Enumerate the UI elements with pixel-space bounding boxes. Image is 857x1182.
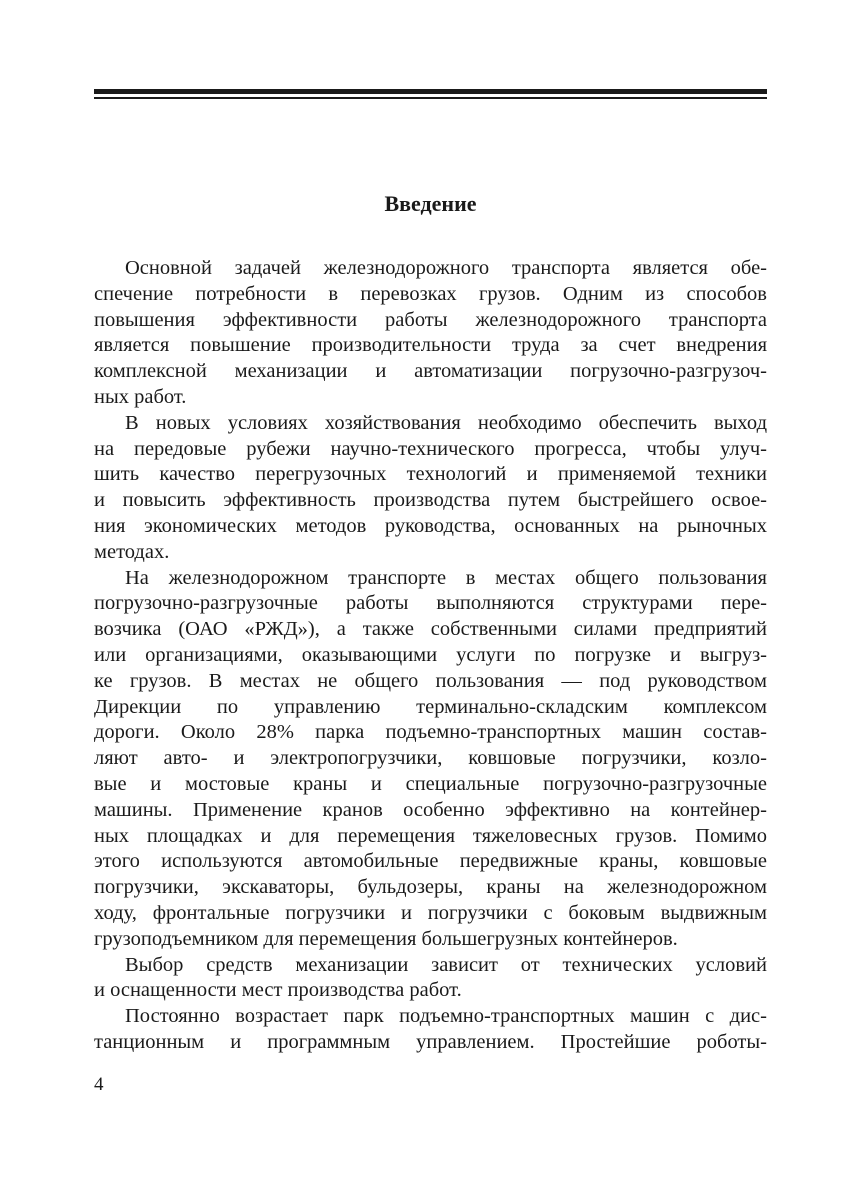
text-line: ных площадках и для перемещения тяжеловесных грузов. Помимо [94, 824, 767, 847]
text-line: спечение потребности в перевозках грузов. Одним из способов [94, 282, 767, 305]
text-line: на передовые рубежи научно-технического прогресса, чтобы улуч- [94, 437, 767, 460]
text-line: и повысить эффективность производства путем быстрейшего освое- [94, 489, 767, 512]
text-line: ке грузов. В местах не общего пользования — под руководством [94, 669, 767, 692]
text-line: погрузчики, экскаваторы, бульдозеры, краны на железнодорожном [94, 876, 767, 899]
text-line: методах. [94, 540, 170, 563]
text-line: является повышение производительности труда за счет внедрения [94, 334, 767, 357]
body-text [94, 256, 767, 1056]
header-rule-thick [94, 89, 767, 94]
text-line: комплексной механизации и автоматизации погрузочно-разгрузоч- [94, 360, 767, 383]
header-rule-thin [94, 97, 767, 99]
text-line: вые и мостовые краны и специальные погрузочно-разгрузочные [94, 772, 767, 795]
text-line: машины. Применение кранов особенно эффективно на контейнер- [94, 798, 767, 821]
text-line: ния экономических методов руководства, основанных на рыночных [94, 514, 767, 537]
text-line: танционным и программным управлением. Простейшие роботы- [94, 1030, 767, 1053]
text-line: ных работ. [94, 385, 187, 408]
text-line: Выбор средств механизации зависит от технических условий [125, 953, 767, 976]
text-line: и оснащенности мест производства работ. [94, 979, 462, 1002]
text-line: дороги. Около 28% парка подъемно-транспортных машин состав- [94, 721, 767, 744]
text-line: этого используются автомобильные передвижные краны, ковшовые [94, 850, 767, 873]
page-number: 4 [94, 1074, 104, 1095]
text-line: ходу, фронтальные погрузчики и погрузчики с боковым выдвижным [94, 901, 767, 924]
text-line: или организациями, оказывающими услуги по погрузке и выгруз- [94, 643, 767, 666]
text-line: На железнодорожном транспорте в местах общего пользования [125, 566, 767, 589]
text-line: В новых условиях хозяйствования необходимо обеспечить выход [125, 411, 767, 434]
text-line: Дирекции по управлению терминально-складским комплексом [94, 695, 767, 718]
text-line: повышения эффективности работы железнодорожного транспорта [94, 308, 767, 331]
text-line: Основной задачей железнодорожного транспорта является обе- [125, 257, 767, 279]
text-line: ляют авто- и электропогрузчики, ковшовые погрузчики, козло- [94, 747, 767, 770]
text-line: Постоянно возрастает парк подъемно-транспортных машин с дис- [125, 1005, 767, 1028]
text-line: возчика (ОАО «РЖД»), а также собственными силами предприятий [94, 618, 767, 641]
text-line: шить качество перегрузочных технологий и применяемой техники [94, 463, 767, 486]
section-heading: Введение [384, 191, 477, 216]
text-line: погрузочно-разгрузочные работы выполняются структурами пере- [94, 592, 767, 615]
text-line: грузоподъемником для перемещения большегрузных контейнеров. [94, 927, 678, 950]
